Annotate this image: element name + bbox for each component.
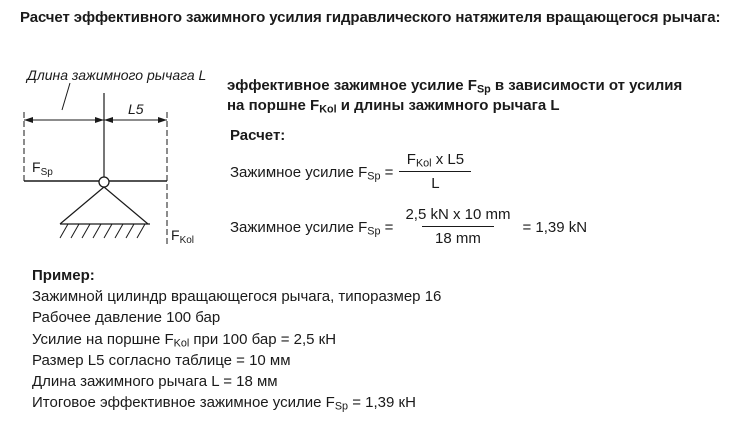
- lever-length-label: Длина зажимного рычага L: [27, 67, 207, 83]
- support-right-leg: [104, 187, 148, 224]
- l5-label: L5: [128, 101, 144, 117]
- lever-diagram: [0, 0, 230, 260]
- dimension-arrow-mid-right: [104, 117, 113, 123]
- formula-general-denominator: L: [399, 171, 471, 193]
- dimension-arrow-right: [158, 117, 167, 123]
- fkol-force-label: $F_{Kol}$: [171, 227, 195, 246]
- lever-length-leader: [62, 83, 70, 110]
- formula-general-lhs: Зажимное усилие $F_{Sp}$ =: [230, 163, 394, 183]
- example-line-pressure: Рабочее давление 100 бар: [32, 309, 221, 327]
- example-line-lever-length: Длина зажимного рычага L = 18 мм: [32, 372, 278, 390]
- formula-numeric-denominator: 18 mm: [422, 226, 494, 248]
- example-header: Пример:: [32, 267, 95, 284]
- example-section: [32, 265, 441, 413]
- heading-line-2: на поршне $F_{Kol}$ и длины зажимного рычага L: [227, 97, 560, 116]
- heading-line-1: эффективное зажимное усилие $F_{Sp}$ в зависимости от усилия: [227, 77, 683, 96]
- formula-numeric-fraction: [399, 206, 516, 248]
- example-line-cylinder: Зажимной цилиндр вращающегося рычага, типоразмер 16: [32, 288, 442, 306]
- dimension-arrow-left: [24, 117, 33, 123]
- formula-general-fraction: [399, 151, 471, 193]
- formula-numeric-numerator: 2,5 kN x 10 mm: [405, 206, 511, 223]
- pivot-joint: [99, 177, 109, 187]
- section-heading: [227, 76, 682, 116]
- formula-numeric-lhs: Зажимное усилие $F_{Sp}$ =: [230, 218, 394, 238]
- example-line-result: Итоговое эффективное зажимное усилие $F_{Sp} = 1,39$ кН: [32, 394, 416, 413]
- formula-general-numerator: $F_{Kol}$ x L5: [406, 151, 465, 170]
- formula-numeric: [230, 206, 587, 248]
- example-line-piston-force: Усилие на поршне $F_{Kol}$ при 100 бар = 2,5 кН: [32, 330, 337, 350]
- dimension-arrow-mid-left: [95, 117, 104, 123]
- page-title: Расчет эффективного зажимного усилия гидравлического натяжителя вращающегося рычага:: [20, 9, 721, 26]
- ground-hatching: [60, 224, 145, 238]
- formula-numeric-result: = 1,39 kN: [522, 218, 588, 236]
- formula-general: [230, 151, 477, 193]
- example-line-l5: Размер L5 согласно таблице = 10 мм: [32, 351, 291, 369]
- fsp-force-label: $F_{Sp}$: [32, 159, 53, 178]
- calculation-label: Расчет:: [230, 127, 286, 144]
- support-left-leg: [60, 187, 104, 224]
